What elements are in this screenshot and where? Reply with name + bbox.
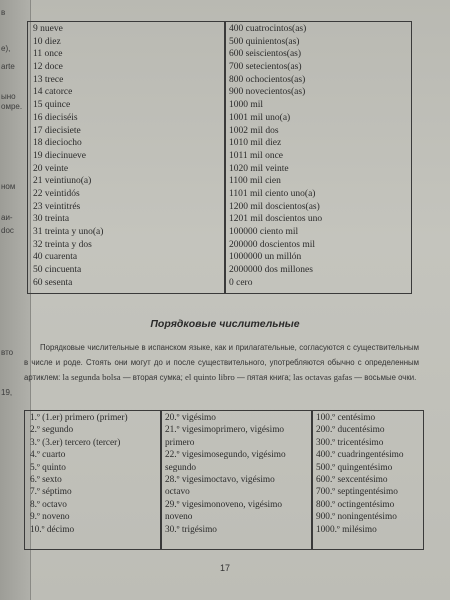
table-cell: 900.º noningentésimo <box>316 512 397 523</box>
table-cell: 400 cuatrocintos(as) <box>229 24 307 34</box>
table-cell: 1000 mil <box>229 100 264 111</box>
ordinals-column-1 <box>30 412 128 536</box>
table-cell: 4.º cuarto <box>30 450 66 461</box>
table-column-divider <box>160 410 162 550</box>
table-column-divider <box>311 410 313 550</box>
table-cell: 9.º noveno <box>30 512 70 523</box>
table-cell: 21 veintiuno(a) <box>33 176 92 187</box>
table-cell: 29.º vigesimonoveno, vigésimo <box>165 499 283 510</box>
table-cell: 1001 mil uno(a) <box>229 112 291 123</box>
table-cell: 16 dieciséis <box>33 112 78 123</box>
paragraph-text: Порядковые числительные в испанском языке, как и прилагательные, согласуются с существительным в числе и роде. Стоять они могут до и после существительного, употребляются обычно с определенным артиклем: <box>24 343 419 382</box>
table-cell: 100000 ciento mil <box>229 227 299 237</box>
gutter-fragment: ном <box>1 182 16 191</box>
gutter-fragment: е), <box>1 44 11 53</box>
gutter-fragment: вто <box>1 348 14 357</box>
table-cell: 1002 mil dos <box>229 125 279 136</box>
table-cell: 1100 mil cien <box>229 176 281 187</box>
page-number: 17 <box>219 563 230 573</box>
table-cell: 20 veinte <box>33 163 69 174</box>
table-cell: 15 quince <box>33 100 71 111</box>
table-cell: 9 nueve <box>33 24 63 34</box>
table-cell: 1010 mil diez <box>229 138 282 149</box>
table-cell: 5.º quinto <box>30 462 66 473</box>
table-cell: 400.º cuadringentésimo <box>316 450 404 461</box>
cardinals-right-column <box>229 23 322 289</box>
table-cell: 7.º séptimo <box>30 487 72 498</box>
table-cell: 900 novecientos(as) <box>229 87 306 98</box>
table-cell: 1201 mil doscientos uno <box>229 214 323 225</box>
table-cell: 30.º trigésimo <box>165 524 217 535</box>
example-text: las octavas gafas <box>293 372 353 382</box>
table-cell: segundo <box>165 462 196 473</box>
table-cell: 21.º vigesimoprimero, vigésimo <box>165 425 285 436</box>
gutter-fragment: аи- <box>1 213 13 222</box>
table-cell: 800 ochocientos(as) <box>229 74 306 85</box>
ordinals-paragraph <box>24 341 419 386</box>
table-cell: 700.º septingentésimo <box>316 487 398 498</box>
table-column-divider <box>224 21 226 294</box>
table-cell: 20.º vigésimo <box>165 413 216 423</box>
gutter-fragment: ыно <box>1 92 16 101</box>
gutter-fragment: arte <box>1 62 15 71</box>
table-cell: 18 dieciocho <box>33 138 82 149</box>
gutter-fragment: doc <box>1 226 14 235</box>
gutter-fragment: в <box>1 8 6 17</box>
table-cell: 2.º segundo <box>30 425 74 436</box>
table-cell: 60 sesenta <box>33 277 73 288</box>
table-cell: noveno <box>165 512 193 523</box>
table-cell: 1020 mil veinte <box>229 163 289 174</box>
table-cell: 1000.º milésimo <box>316 524 377 535</box>
table-cell: 23 veintitrés <box>33 201 81 212</box>
table-cell: 30 treinta <box>33 214 70 225</box>
table-cell: 17 diecisiete <box>33 125 81 136</box>
table-cell: 40 cuarenta <box>33 252 78 263</box>
ordinals-column-3 <box>316 412 404 536</box>
example-text: la segunda bolsa <box>62 372 121 382</box>
table-cell: 200.º ducentésimo <box>316 425 385 436</box>
table-cell: 200000 doscientos mil <box>229 239 316 250</box>
table-cell: 3.º (3.er) tercero (tercer) <box>30 437 121 448</box>
table-cell: 600.º sexcentésimo <box>316 475 388 486</box>
table-cell: 500.º quingentésimo <box>316 462 393 473</box>
table-cell: 12 doce <box>33 62 63 73</box>
translation-text: — вторая сумка; <box>120 373 185 382</box>
translation-text: — восьмые очки. <box>352 373 417 382</box>
table-cell: 500 quinientos(as) <box>229 36 300 47</box>
section-heading: Порядковые числительные <box>150 318 300 330</box>
table-cell: 32 treinta y dos <box>33 239 92 250</box>
translation-text: — пятая книга; <box>234 373 294 382</box>
gutter-fragment: омре. <box>1 102 23 111</box>
table-cell: 8.º octavo <box>30 499 67 510</box>
table-cell: primero <box>165 437 195 448</box>
table-cell: 700 setecientos(as) <box>229 62 302 73</box>
table-cell: 22 veintidós <box>33 188 80 199</box>
table-cell: 13 trece <box>33 74 64 85</box>
cardinals-left-column <box>33 23 103 289</box>
table-cell: 1011 mil once <box>229 150 283 161</box>
table-cell: 28.º vigesimoctavo, vigésimo <box>165 475 275 486</box>
table-cell: 1.º (1.er) primero (primer) <box>30 413 128 423</box>
table-cell: 0 cero <box>229 277 253 288</box>
table-cell: 31 treinta y uno(a) <box>33 227 104 237</box>
table-cell: 19 diecinueve <box>33 150 87 161</box>
table-cell: 600 seiscientos(as) <box>229 49 302 60</box>
table-cell: 10.º décimo <box>30 524 75 535</box>
table-cell: 800.º octingentésimo <box>316 499 395 510</box>
table-cell: 11 once <box>33 49 63 60</box>
table-cell: 1000000 un millón <box>229 252 302 263</box>
ordinals-column-2 <box>165 412 309 536</box>
table-cell: 50 cincuenta <box>33 265 82 276</box>
table-cell: 6.º sexto <box>30 475 62 486</box>
example-text: el quinto libro <box>184 372 235 382</box>
table-cell: 1200 mil doscientos(as) <box>229 201 320 212</box>
table-cell: octavo <box>165 487 190 498</box>
table-cell: 1101 mil ciento uno(a) <box>229 188 316 199</box>
gutter-fragment: 19, <box>1 388 13 397</box>
table-cell: 14 catorce <box>33 87 73 98</box>
table-cell: 300.º tricentésimo <box>316 437 384 448</box>
table-cell: 22.º vigesimosegundo, vigésimo <box>165 450 286 461</box>
table-cell: 10 diez <box>33 36 61 47</box>
table-cell: 2000000 dos millones <box>229 265 313 276</box>
table-cell: 100.º centésimo <box>316 413 376 423</box>
